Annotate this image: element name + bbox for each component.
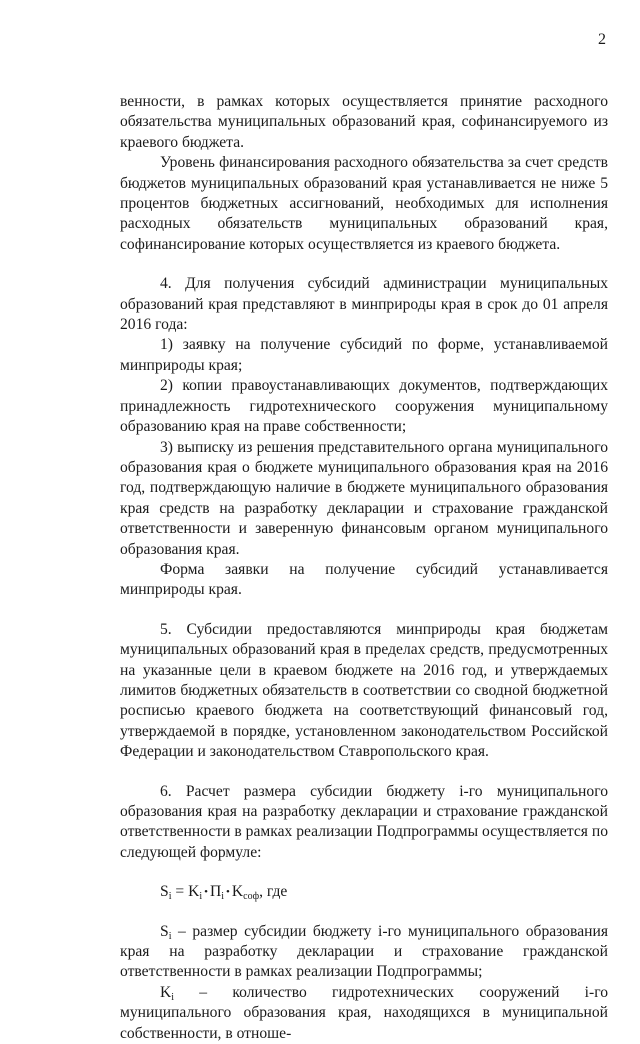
formula-k-sub: i — [199, 891, 203, 903]
paragraph-funding-level: Уровень финансирования расходного обязательства за счет средств бюджетов муниципальных образований края устанавливается не ниже 5 процентов бюджетных ассигнований, необходимых для исполнения расходных обязательств муниципальных образований края, софинансирование которых осуществляется из краевого бюджета. — [120, 154, 608, 253]
paragraph-6: 6. Расчет размера субсидии бюджету i-го муниципального образования края на разработку декларации и страхование гражданской ответственности в рамках реализации Подпрограммы осуществляется по следующей формуле: — [120, 782, 608, 861]
formula-k: K — [188, 883, 200, 901]
formula-ksof: K — [231, 883, 244, 901]
formula-s: S — [160, 883, 169, 901]
definition-si — [120, 922, 608, 983]
paragraph-5: 5. Субсидии предоставляются минприроды края бюджетам муниципальных образований края в пределах средств, предусмотренных на указанные цели в краевом бюджете на 2016 год, и утверждаемых лимитов бюджетных обязательств в соответствии со сводной бюджетной росписью краевого бюджета на соответствующий финансовый год, утверждаемой в порядке, установленном законодательством Российской Федерации и законодательством Ставропольского края. — [120, 620, 608, 761]
paragraph-4-item-3: 3) выписку из решения представительного органа муниципального образования края о бюджете муниципального образования края на 2016 год, подтверждающую наличие в бюджете муниципального образования края средств на разработку декларации и страхование гражданской ответственности и заверенную финансовым органом муниципального образования края. — [120, 438, 608, 558]
definition-ki — [120, 983, 608, 1044]
paragraph-4-form: Форма заявки на получение субсидий устанавливается минприроды края. — [120, 560, 608, 599]
formula-ksof-sub: соф — [243, 891, 260, 903]
definition-si-symbol: S — [160, 922, 169, 940]
definition-ki-sub: i — [171, 991, 175, 1003]
paragraph-4-item-2: 2) копии правоустанавливающих документов, подтверждающих принадлежность гидротехнического сооружения муниципальному образованию края на праве собственности; — [120, 377, 608, 436]
definition-si-sub: i — [168, 930, 172, 942]
paragraph-4-item-1: 1) заявку на получение субсидий по форме, устанавливаемой минприроды края; — [120, 336, 608, 374]
formula — [160, 882, 608, 902]
formula-dot-1: • — [204, 886, 208, 899]
definition-ki-symbol: K — [160, 983, 172, 1001]
paragraph-intro-continued: венности, в рамках которых осуществляется принятие расходного обязательства муниципальных образований края, софинансируемого из краевого бюджета. — [120, 93, 608, 151]
formula-eq: = — [171, 883, 189, 901]
formula-p-sub: i — [221, 891, 225, 903]
page-number: 2 — [598, 31, 606, 48]
formula-dot-2: • — [226, 886, 230, 899]
formula-tail: , где — [259, 883, 288, 901]
formula-s-sub: i — [168, 891, 172, 903]
definition-si-text: – размер субсидии бюджету i-го муниципального образования края на разработку декларации и страхование гражданской ответственности в рамках реализации Подпрограммы; — [120, 922, 608, 981]
paragraph-4-intro: 4. Для получения субсидий администрации муниципальных образований края представляют в минприроды края в срок до 01 апреля 2016 года: — [120, 275, 608, 334]
document-body — [120, 92, 608, 1044]
definition-ki-text: – количество гидротехнических сооружений i-го муниципального образования края, находящихся в муниципальной собственности, в отноше- — [120, 983, 608, 1042]
formula-p: П — [209, 883, 222, 901]
